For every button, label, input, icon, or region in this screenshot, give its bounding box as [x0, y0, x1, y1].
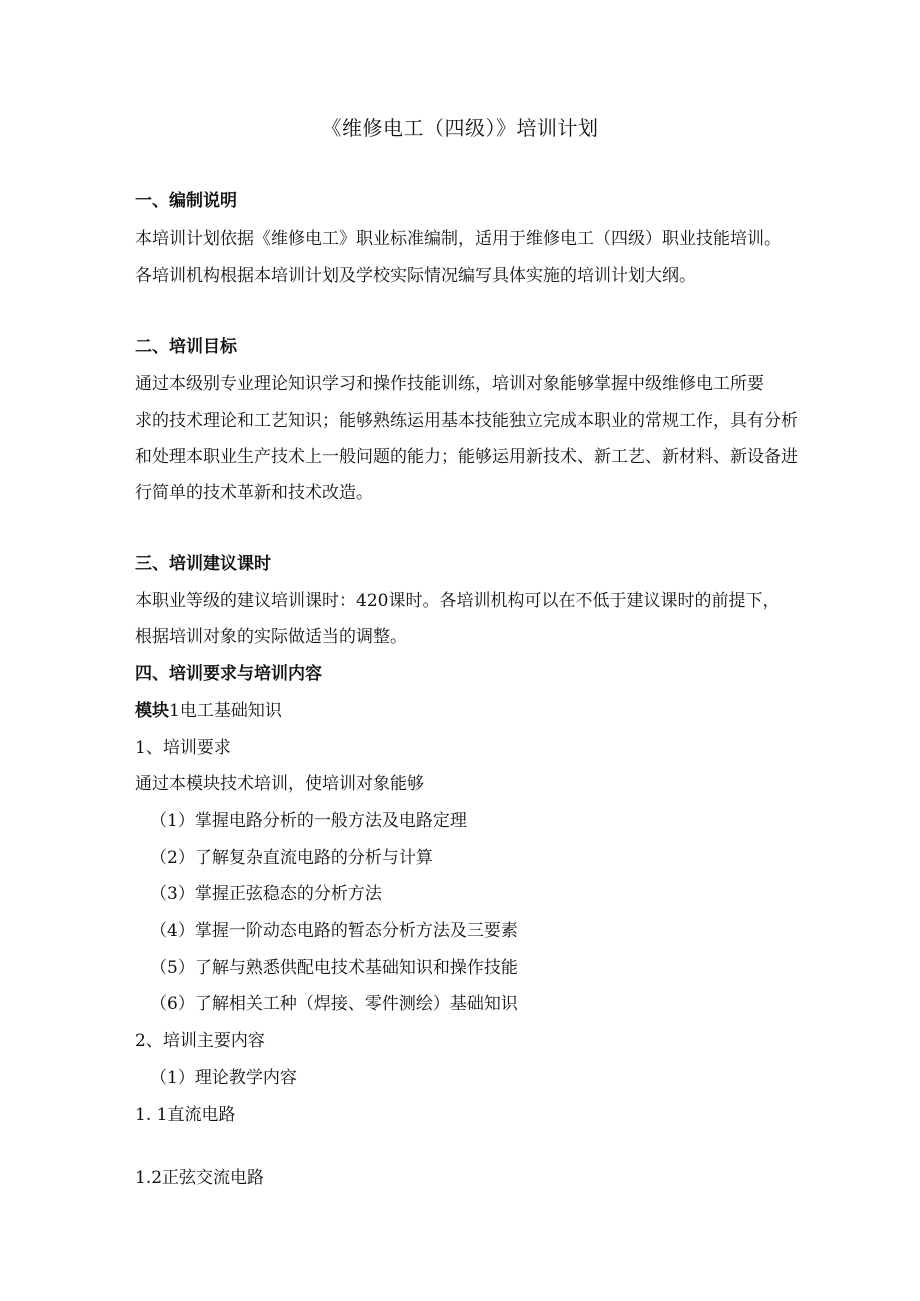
- requirements-heading: 1、培训要求: [135, 738, 231, 758]
- requirement-item-5: （5）了解与熟悉供配电技术基础知识和操作技能: [150, 958, 518, 978]
- section-3-line-1: 本职业等级的建议培训课时：420课时。各培训机构可以在不低于建议课时的前提下，: [135, 591, 780, 611]
- content-heading: 2、培训主要内容: [135, 1031, 265, 1051]
- section-2-line-1: 通过本级别专业理论知识学习和操作技能训练，培训对象能够掌握中级维修电工所要: [135, 374, 764, 394]
- section-3-line-2: 根据培训对象的实际做适当的调整。: [135, 627, 407, 647]
- document-title: 《维修电工（四级）》培训计划: [321, 116, 599, 140]
- requirements-intro: 通过本模块技术培训，使培训对象能够: [135, 774, 424, 794]
- section-2-line-4: 行简单的技术革新和技术改造。: [135, 483, 373, 503]
- requirement-item-3: （3）掌握正弦稳态的分析方法: [150, 884, 382, 904]
- section-heading-1: 一、编制说明: [135, 191, 237, 211]
- requirement-item-2: （2）了解复杂直流电路的分析与计算: [150, 848, 433, 868]
- requirement-item-4: （4）掌握一阶动态电路的暂态分析方法及三要素: [150, 921, 518, 941]
- content-subheading: （1）理论教学内容: [150, 1068, 297, 1088]
- requirement-item-6: （6）了解相关工种（焊接、零件测绘）基础知识: [150, 994, 518, 1014]
- section-heading-2: 二、培训目标: [135, 337, 237, 357]
- section-1-line-2: 各培训机构根据本培训计划及学校实际情况编写具体实施的培训计划大纲。: [135, 266, 696, 286]
- module-name: 1电工基础知识: [169, 701, 282, 721]
- section-2-line-2: 求的技术理论和工艺知识；能够熟练运用基本技能独立完成本职业的常规工作，具有分析: [135, 411, 798, 431]
- module-prefix: 模块: [135, 701, 169, 721]
- topic-2: 1.2正弦交流电路: [135, 1168, 265, 1188]
- module-title: [135, 698, 282, 724]
- requirement-item-1: （1）掌握电路分析的一般方法及电路定理: [150, 811, 467, 831]
- section-heading-4: 四、培训要求与培训内容: [135, 664, 322, 684]
- section-1-line-1: 本培训计划依据《维修电工》职业标准编制，适用于维修电工（四级）职业技能培训。: [135, 229, 781, 249]
- topic-1: 1. 1直流电路: [135, 1105, 236, 1125]
- section-heading-3: 三、培训建议课时: [135, 554, 271, 574]
- section-2-line-3: 和处理本职业生产技术上一般问题的能力；能够运用新技术、新工艺、新材料、新设备进: [135, 447, 798, 467]
